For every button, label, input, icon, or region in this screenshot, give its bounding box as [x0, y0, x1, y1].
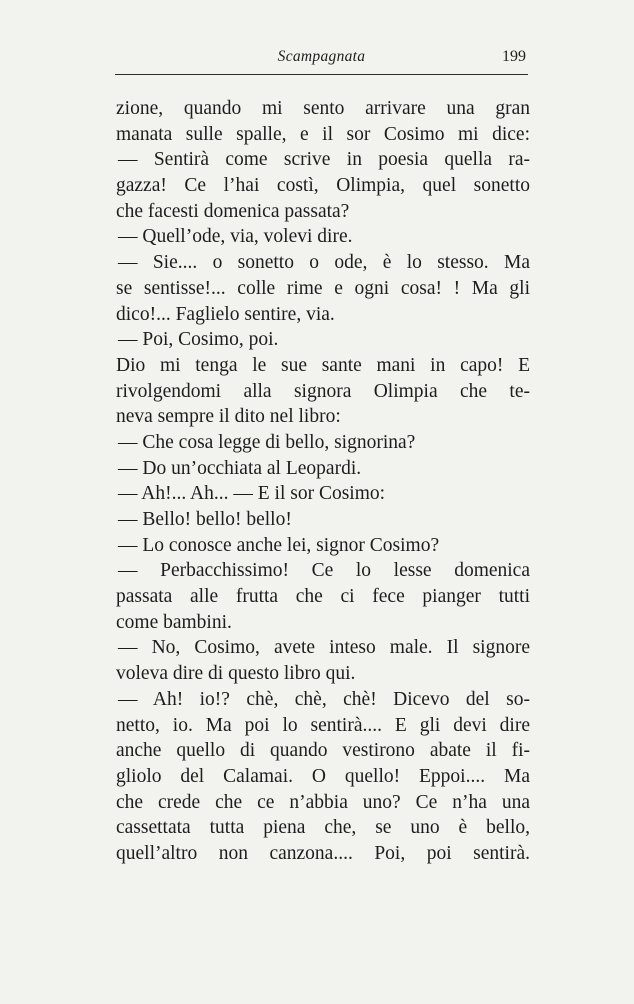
text-line: — Sentirà come scrive in poesia quella ra- — [118, 149, 530, 171]
text-line: voleva dire di questo libro qui. — [116, 663, 356, 685]
text-line: passata alle frutta che ci fece pianger tutti — [116, 586, 530, 608]
text-line: — Che cosa legge di bello, signorina? — [118, 431, 416, 453]
text-line: — Sie.... o sonetto o ode, è lo stesso. Ma — [118, 252, 530, 274]
text-line: dico!... Faglielo sentire, via. — [116, 303, 335, 325]
text-line: — Do un’occhiata al Leopardi. — [118, 457, 362, 479]
page-header — [115, 46, 528, 75]
text-line: cassettata tutta piena che, se uno è bello, — [116, 817, 530, 839]
text-line: rivolgendomi alla signora Olimpia che te- — [116, 380, 530, 402]
text-line: — Bello! bello! bello! — [118, 509, 292, 530]
text-line: zione, quando mi sento arrivare una gran — [116, 98, 530, 119]
text-line: neva sempre il dito nel libro: — [116, 406, 341, 428]
text-line: quell’altro non canzona.... Poi, poi sentirà. — [116, 842, 530, 864]
text-line: — Lo conosce anche lei, signor Cosimo? — [118, 534, 440, 556]
running-title: Scampagnata — [277, 48, 366, 65]
text-line: — No, Cosimo, avete inteso male. Il signore — [118, 637, 530, 659]
text-line: — Perbacchissimo! Ce lo lesse domenica — [118, 560, 530, 582]
text-line: gazza! Ce l’hai costì, Olimpia, quel sonetto — [116, 175, 530, 197]
text-line: — Ah! io!? chè, chè, chè! Dicevo del so- — [118, 688, 530, 710]
text-line: netto, io. Ma poi lo sentirà.... E gli devi dire — [116, 714, 530, 736]
text-line: che crede che ce n’abbia uno? Ce n’ha una — [116, 791, 530, 813]
text-line: anche quello di quando vestirono abate il fi- — [116, 740, 530, 762]
body-text — [116, 96, 530, 867]
text-line: che facesti domenica passata? — [116, 200, 350, 222]
text-line: — Poi, Cosimo, poi. — [118, 329, 279, 351]
text-line: — Ah!... Ah... — E il sor Cosimo: — [118, 483, 386, 505]
text-line: Dio mi tenga le sue sante mani in capo! E — [116, 354, 530, 376]
text-line: come bambini. — [116, 611, 232, 633]
page-number: 199 — [502, 48, 526, 65]
text-line: gliolo del Calamai. O quello! Eppoi.... Ma — [116, 765, 530, 787]
text-line: — Quell’ode, via, volevi dire. — [118, 226, 353, 248]
text-line: manata sulle spalle, e il sor Cosimo mi dice: — [116, 123, 530, 145]
text-line: se sentisse!... colle rime e ogni cosa! ! Ma gli — [116, 277, 530, 299]
